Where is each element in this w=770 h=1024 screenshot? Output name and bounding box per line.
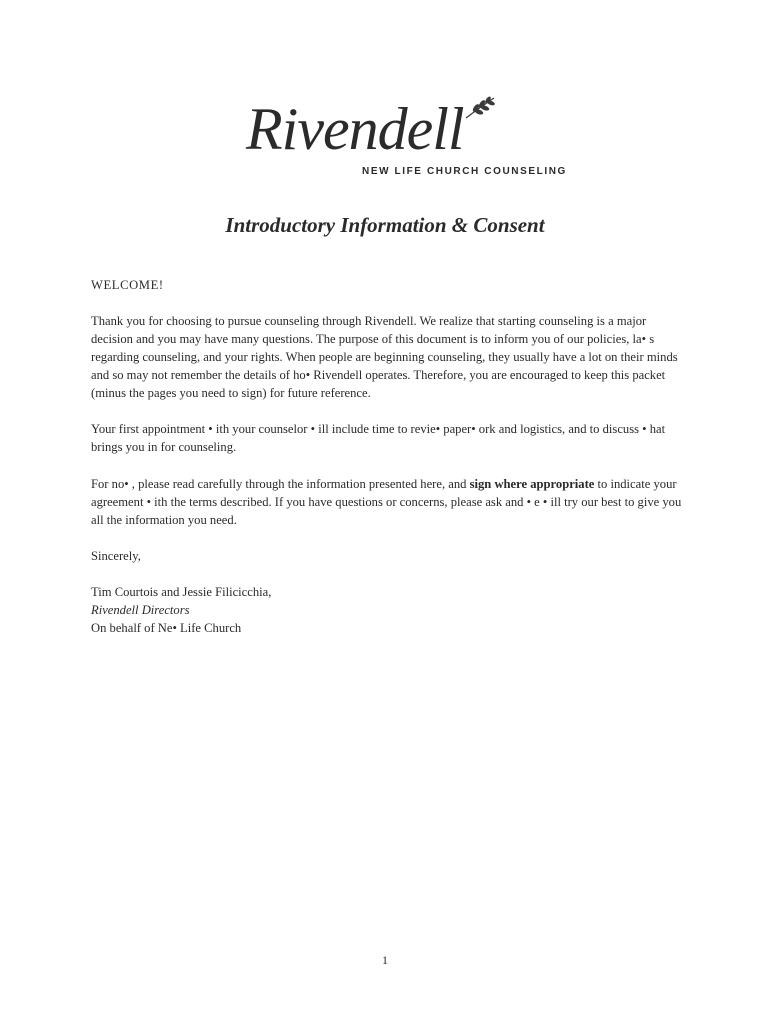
- signer-role: Rivendell Directors: [91, 603, 190, 617]
- logo-wordmark: Rivendell: [246, 96, 464, 162]
- page-number: 1: [382, 953, 388, 967]
- welcome-heading: WELCOME!: [91, 278, 164, 292]
- sign-where-appropriate-emphasis: sign where appropriate: [469, 477, 595, 491]
- instructions-paragraph: [91, 475, 691, 529]
- instructions-text-start: For no• , please read carefully through the information presented here, and: [91, 477, 470, 491]
- document-title: Introductory Information & Consent: [225, 213, 545, 237]
- instructions-text-end: to indicate your agreement • ith the terms described. If you have questions or concerns, please ask and • e • ill try our best to give you all the information you need.: [91, 477, 682, 527]
- first-appointment-paragraph: Your first appointment • ith your counselor • ill include time to revie• paper• ork and logistics, and to discuss • hat brings you in for counseling.: [91, 422, 666, 454]
- intro-paragraph: Thank you for choosing to pursue counseling through Rivendell. We realize that starting counseling is a major decision and you may have many questions. The purpose of this document is to inform you of our policies, la• s regarding counseling, and your rights. When people are beginning counseling, they usually have a lot on their minds and so may not remember the details of ho• Rivendell operates. Therefore, you are encouraged to keep this packet (minus the pages you need to sign) for future reference.: [91, 314, 678, 400]
- leaf-sprig-icon: [464, 94, 496, 120]
- logo-subtitle: NEW LIFE CHURCH COUNSELING: [362, 166, 567, 177]
- rivendell-logo: [246, 96, 567, 184]
- signature-block: [91, 583, 691, 637]
- closing-salutation: Sincerely,: [91, 549, 141, 563]
- signer-names: Tim Courtois and Jessie Filicicchia,: [91, 585, 272, 599]
- on-behalf-of: On behalf of Ne• Life Church: [91, 621, 242, 635]
